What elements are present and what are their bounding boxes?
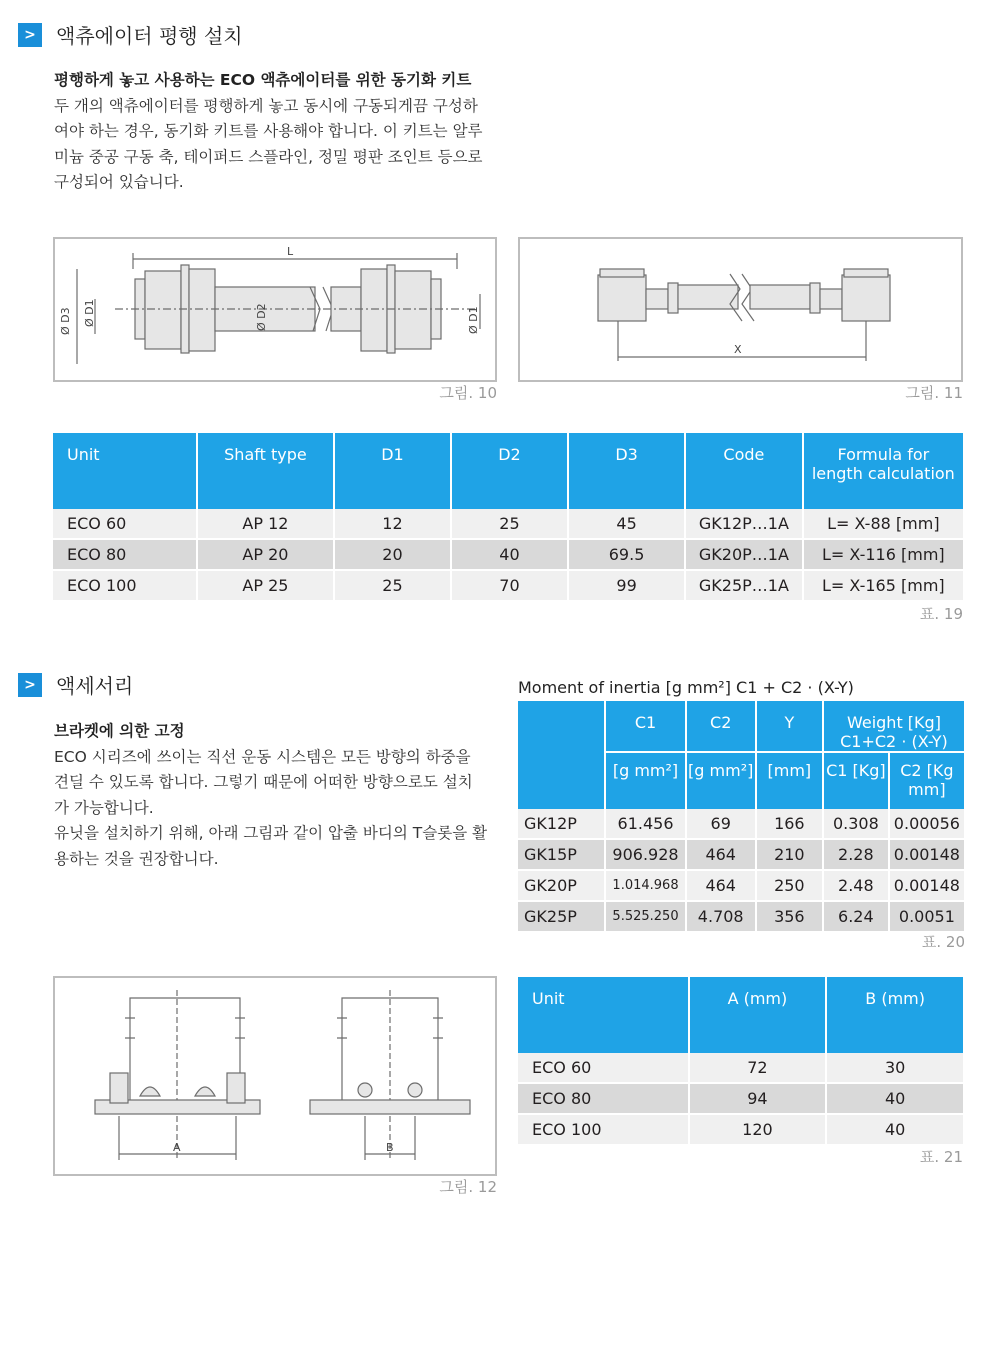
paragraph-line: 유닛을 설치하기 위해, 아래 그림과 같이 압출 바디의 T슬롯을 활 (54, 824, 488, 842)
cell: 45 (569, 509, 684, 540)
table-19-caption: 표. 19 (919, 605, 963, 623)
table-row (518, 871, 964, 902)
cell: 25 (335, 571, 450, 602)
dim-label-D1-left: Ø D1 (83, 299, 96, 327)
cell: 1.014.968 (606, 871, 684, 902)
cell: GK25P…1A (686, 571, 802, 602)
col-header: D2 (452, 433, 567, 509)
cell: 25 (452, 509, 567, 540)
sync-kit-drawing (55, 239, 495, 380)
cell: GK20P (518, 871, 604, 902)
col-header (518, 701, 604, 809)
col-header: D3 (569, 433, 684, 509)
dim-label-A: A (173, 1141, 181, 1154)
table-row (518, 809, 964, 840)
dim-label-B: B (386, 1141, 394, 1154)
paragraph-line: 두 개의 액츄에이터를 평행하게 놓고 동시에 구동되게끔 구성하 (54, 96, 478, 115)
unit-header: [mm] (757, 751, 822, 809)
col-header: Shaft type (198, 433, 333, 509)
table-row (518, 1115, 963, 1146)
cell: AP 25 (198, 571, 333, 602)
cell: GK15P (518, 840, 604, 871)
col-header: Y (757, 701, 822, 751)
paragraph-line: ECO 시리즈에 쓰이는 직선 운동 시스템은 모든 방향의 하중을 (54, 747, 471, 766)
cell: 120 (690, 1115, 826, 1146)
dim-label-X: X (734, 343, 742, 356)
cell: GK25P (518, 902, 604, 933)
figure-10-box (53, 237, 497, 382)
cell: 69 (687, 809, 755, 840)
col-header: Code (686, 433, 802, 509)
cell: 61.456 (606, 809, 684, 840)
section1-paragraph (54, 68, 504, 196)
cell: 2.28 (824, 840, 888, 871)
section-header-parallel-install (18, 20, 243, 49)
table-row (53, 540, 963, 571)
col-header: C2 (687, 701, 755, 751)
cell: 6.24 (824, 902, 888, 933)
cell: AP 20 (198, 540, 333, 571)
parallel-actuators-drawing (520, 239, 961, 380)
table-row (518, 840, 964, 871)
unit-header: [g mm²] (687, 751, 755, 809)
col-header: Unit (53, 433, 196, 509)
table-row (53, 571, 963, 602)
cell: 30 (827, 1053, 963, 1084)
table-row (518, 902, 964, 933)
table-21 (516, 977, 965, 1146)
col-header: Weight [Kg] C1+C2 · (X-Y) (824, 701, 964, 751)
cell: L= X-116 [mm] (804, 540, 963, 571)
table-row (518, 1084, 963, 1115)
cell: 0.00148 (890, 840, 964, 871)
table-19 (51, 433, 965, 602)
cell: 20 (335, 540, 450, 571)
cell: 2.48 (824, 871, 888, 902)
unit-header: C1 [Kg] (824, 751, 888, 809)
bracket-mounting-drawing (55, 978, 495, 1174)
chevron-right-icon: > (18, 673, 42, 697)
cell: ECO 100 (518, 1115, 688, 1146)
col-header: D1 (335, 433, 450, 509)
figure-11-box (518, 237, 963, 382)
cell: 40 (827, 1084, 963, 1115)
section-title: 액세서리 (56, 674, 134, 698)
cell: 0.00148 (890, 871, 964, 902)
table-20-caption: 표. 20 (921, 933, 965, 951)
col-header: Formula for length calculation (804, 433, 963, 509)
section-title: 액츄에이터 평행 설치 (56, 24, 243, 48)
cell: 210 (757, 840, 822, 871)
cell: ECO 60 (53, 509, 196, 540)
table-row (518, 1053, 963, 1084)
section-header-accessories (18, 670, 133, 699)
table-row (53, 509, 963, 540)
cell: 5.525.250 (606, 902, 684, 933)
cell: GK20P…1A (686, 540, 802, 571)
cell: 166 (757, 809, 822, 840)
cell: 70 (452, 571, 567, 602)
col-header: Unit (518, 977, 688, 1053)
unit-header: C2 [Kg mm] (890, 751, 964, 809)
cell: 99 (569, 571, 684, 602)
figure-10-caption: 그림. 10 (439, 384, 497, 402)
cell: 40 (827, 1115, 963, 1146)
paragraph-line: 미늄 중공 구동 축, 테이퍼드 스플라인, 정밀 평판 조인트 등으로 (54, 147, 483, 166)
figure-12-box (53, 976, 497, 1176)
cell: 464 (687, 840, 755, 871)
cell: 40 (452, 540, 567, 571)
cell: GK12P…1A (686, 509, 802, 540)
cell: 0.0051 (890, 902, 964, 933)
figure-12-caption: 그림. 12 (439, 1178, 497, 1196)
cell: ECO 80 (518, 1084, 688, 1115)
figure-11-caption: 그림. 11 (905, 384, 963, 402)
cell: 0.308 (824, 809, 888, 840)
cell: L= X-165 [mm] (804, 571, 963, 602)
cell: 250 (757, 871, 822, 902)
cell: ECO 100 (53, 571, 196, 602)
dim-label-D1-right: Ø D1 (467, 306, 480, 334)
table-21-caption: 표. 21 (919, 1148, 963, 1166)
paragraph-line: 견딜 수 있도록 합니다. 그렇기 때문에 어떠한 방향으로도 설치 (54, 773, 473, 791)
unit-header: [g mm²] (606, 751, 684, 809)
cell: 12 (335, 509, 450, 540)
paragraph-lead: 브라켓에 의한 고정 (54, 722, 185, 740)
paragraph-line: 구성되어 있습니다. (54, 173, 184, 191)
cell: GK12P (518, 809, 604, 840)
cell: L= X-88 [mm] (804, 509, 963, 540)
cell: 4.708 (687, 902, 755, 933)
dim-label-D2: Ø D2 (255, 303, 268, 331)
paragraph-lead: 평행하게 놓고 사용하는 ECO 액츄에이터를 위한 동기화 키트 (54, 71, 472, 89)
cell: 906.928 (606, 840, 684, 871)
dim-label-D3: Ø D3 (59, 307, 72, 335)
cell: 464 (687, 871, 755, 902)
dim-label-L: L (287, 245, 294, 258)
table-20-title: Moment of inertia [g mm²] C1 + C2 · (X-Y) (518, 678, 854, 697)
cell: 72 (690, 1053, 826, 1084)
paragraph-line: 여야 하는 경우, 동기화 키트를 사용해야 합니다. 이 키트는 알루 (54, 122, 483, 140)
paragraph-line: 용하는 것을 권장합니다. (54, 849, 219, 868)
table-20 (516, 701, 966, 933)
chevron-right-icon: > (18, 23, 42, 47)
col-header: C1 (606, 701, 684, 751)
paragraph-line: 가 가능합니다. (54, 798, 154, 817)
cell: 94 (690, 1084, 826, 1115)
cell: ECO 80 (53, 540, 196, 571)
cell: AP 12 (198, 509, 333, 540)
cell: 0.00056 (890, 809, 964, 840)
col-header: A (mm) (690, 977, 826, 1053)
section2-paragraph (54, 719, 504, 872)
cell: ECO 60 (518, 1053, 688, 1084)
cell: 356 (757, 902, 822, 933)
col-header: B (mm) (827, 977, 963, 1053)
cell: 69.5 (569, 540, 684, 571)
